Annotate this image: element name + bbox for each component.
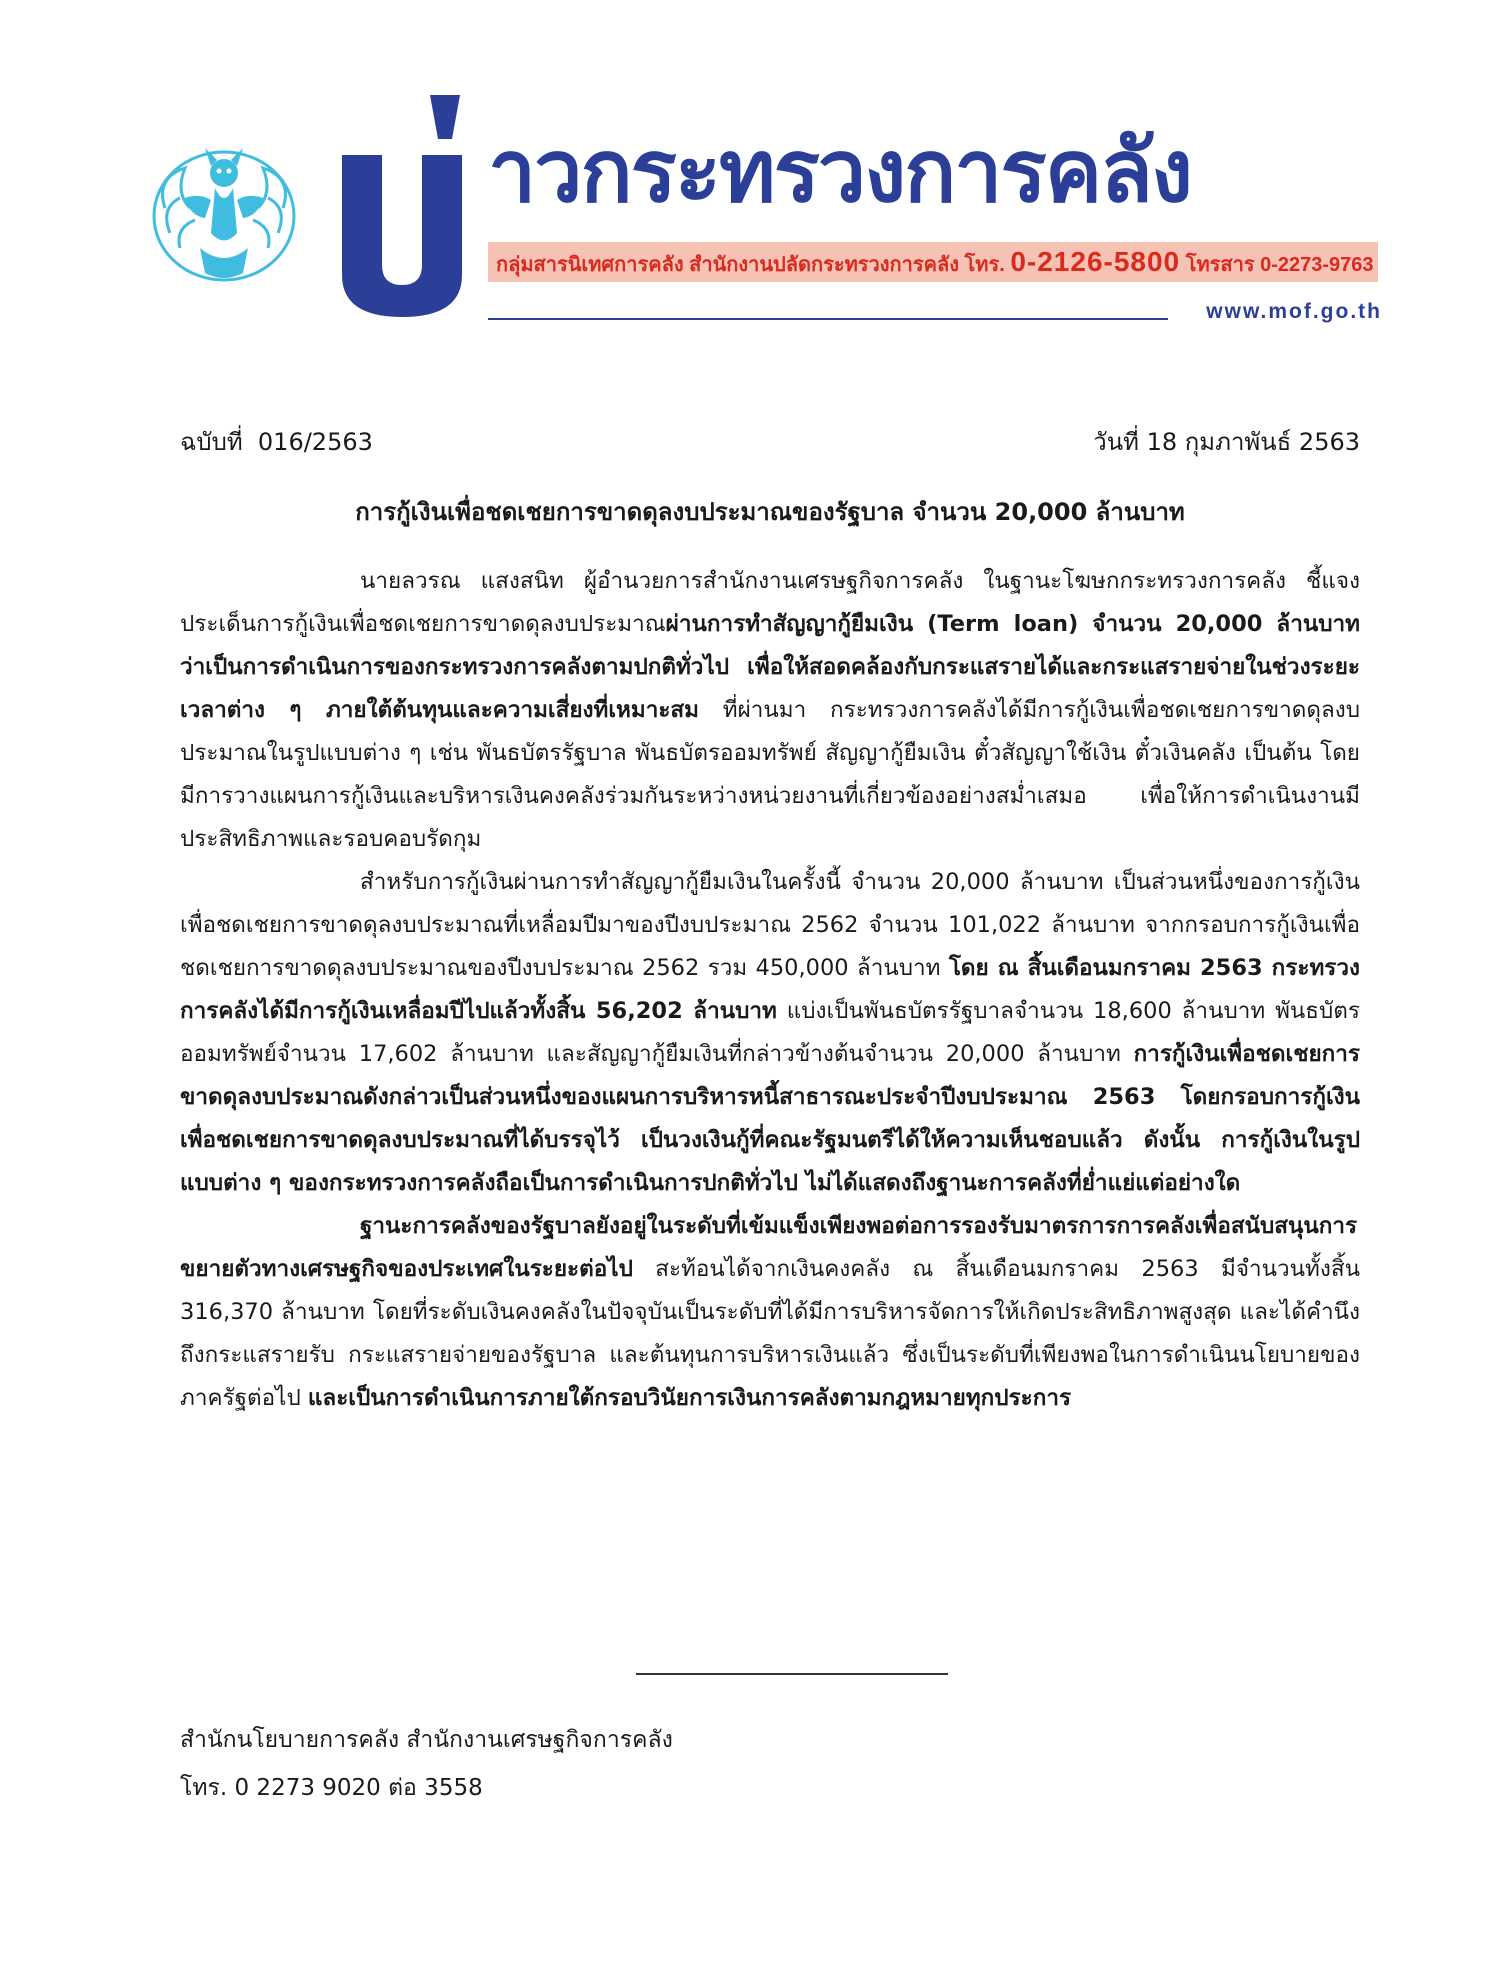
paragraph-3-text-b: สะท้อนได้จากเงินคงคลัง ณ สิ้นเดือนมกราคม 2563 มีจำนวนทั้งสิ้น 316,370 ล้านบาท โดยที่ระดับเงินคงคลังในปัจจุบันเป็นระดับที่ได้มีการบริหารจัดการให้เกิดประสิทธิภาพสูงสุด และได้คำนึงถึงกระแสรายรับ กระแสรายจ่ายของรัฐบาล และต้นทุนการบริหารเงินแล้ว ซึ่งเป็นระดับที่เพียงพอในการดำเนินนโยบายของภาครัฐต่อไป bbox=[180, 1256, 1360, 1411]
paragraph-1-text-a: นายลวรณ แสงสนิท ผู้อำนวยการสำนักงานเศรษฐกิจการคลัง ในฐานะโฆษกกระทรวงการคลัง ชี้แจงประเด็นการกู้เงินเพื่อชดเชยการขาดดุลงบประมาณ bbox=[180, 568, 1360, 637]
paragraph-1-text-c: ที่ผ่านมา กระทรวงการคลังได้มีการกู้เงินเพื่อชดเชยการขาดดุลงบประมาณในรูปแบบต่าง ๆ เช่น พันธบัตรรัฐบาล พันธบัตรออมทรัพย์ สัญญากู้ยืมเงิน ตั๋วสัญญาใช้เงิน ตั๋วเงินคลัง เป็นต้น โดยมีการวางแผนการกู้เงินและบริหารเงินคงคลังร่วมกันระหว่างหน่วยงานที่เกี่ยวข้องอย่างสม่ำเสมอ เพื่อให้การดำเนินงานมีประสิทธิภาพและรอบคอบรัดกุม bbox=[180, 697, 1360, 852]
contact-office: สำนักนโยบายการคลัง สำนักงานเศรษฐกิจการคลัง bbox=[180, 1727, 673, 1753]
paragraph-2-text-c: แบ่งเป็นพันธบัตรรัฐบาลจำนวน 18,600 ล้านบาท พันธบัตรออมทรัพย์จำนวน 17,602 ล้านบาท และสัญญากู้ยืมเงินที่กล่าวข้างต้นจำนวน 20,000 ล้านบาท bbox=[180, 998, 1360, 1067]
issue-number bbox=[180, 422, 373, 462]
masthead-contact-prefix: กลุ่มสารนิเทศการคลัง สำนักงานปลัดกระทรวงการคลัง โทร. bbox=[496, 254, 1005, 276]
paragraph-3-bold-a: ฐานะการคลังของรัฐบาลยังอยู่ในระดับที่เข้มแข็งเพียงพอต่อการรองรับมาตรการการคลังเพื่อสนับสนุนการขยายตัวทางเศรษฐกิจของประเทศในระยะต่อไป bbox=[180, 1213, 1358, 1282]
paragraph-2-text-a: สำหรับการกู้เงินผ่านการทำสัญญากู้ยืมเงินในครั้งนี้ จำนวน 20,000 ล้านบาท เป็นส่วนหนึ่งของการกู้เงินเพื่อชดเชยการขาดดุลงบประมาณที่เหลื่อมปีมาของปีงบประมาณ 2562 จำนวน 101,022 ล้านบาท จากกรอบการกู้เงินเพื่อชดเชยการขาดดุลงบประมาณของปีงบประมาณ 2562 รวม 450,000 ล้านบาท bbox=[180, 869, 1360, 981]
issue-label: ฉบับที่ bbox=[180, 428, 243, 456]
press-release-body bbox=[180, 560, 1360, 1420]
letterhead bbox=[0, 0, 1489, 340]
end-divider bbox=[636, 1673, 948, 1675]
paragraph-3 bbox=[180, 1205, 1360, 1420]
masthead-website: www.mof.go.th bbox=[1206, 300, 1382, 323]
issue-date-row bbox=[180, 422, 1360, 462]
masthead-contact-bar bbox=[488, 242, 1378, 282]
press-release-headline: การกู้เงินเพื่อชดเชยการขาดดุลงบประมาณของรัฐบาล จำนวน 20,000 ล้านบาท bbox=[355, 498, 1185, 526]
masthead-phone: 0-2126-5800 bbox=[1010, 246, 1181, 277]
masthead-title: าวกระทรวงการคลัง bbox=[488, 124, 1191, 220]
garuda-emblem-icon bbox=[145, 138, 303, 288]
issue-date: วันที่ 18 กุมภาพันธ์ 2563 bbox=[1093, 428, 1360, 456]
masthead-divider bbox=[488, 318, 1168, 320]
issue-number-value: 016/2563 bbox=[257, 428, 373, 456]
contact-block bbox=[180, 1716, 1080, 1812]
paragraph-3-bold-c: และเป็นการดำเนินการภายใต้กรอบวินัยการเงินการคลังตามกฎหมายทุกประการ bbox=[307, 1385, 1072, 1411]
contact-phone: โทร. 0 2273 9020 ต่อ 3558 bbox=[180, 1775, 483, 1801]
paragraph-2 bbox=[180, 861, 1360, 1205]
masthead-fax: 0-2273-9763 bbox=[1260, 254, 1374, 276]
masthead-fax-label: โทรสาร bbox=[1185, 254, 1255, 276]
paragraph-1 bbox=[180, 560, 1360, 861]
paragraph-2-bold-b: โดย ณ สิ้นเดือนมกราคม 2563 กระทรวงการคลังได้มีการกู้เงินเหลื่อมปีไปแล้วทั้งสิ้น 56,202 ล้านบาท bbox=[180, 955, 1360, 1024]
paragraph-2-bold-d: การกู้เงินเพื่อชดเชยการขาดดุลงบประมาณดังกล่าวเป็นส่วนหนึ่งของแผนการบริหารหนี้สาธารณะประจำปีงบประมาณ 2563 โดยกรอบการกู้เงินเพื่อชดเชยการขาดดุลงบประมาณที่ได้บรรจุไว้ เป็นวงเงินกู้ที่คณะรัฐมนตรีได้ให้ความเห็นชอบแล้ว ดังนั้น การกู้เงินในรูปแบบต่าง ๆ ของกระทรวงการคลังถือเป็นการดำเนินการปกติทั่วไป ไม่ได้แสดงถึงฐานะการคลังที่ย่ำแย่แต่อย่างใด bbox=[180, 1041, 1360, 1196]
masthead-big-letter-icon bbox=[342, 95, 482, 317]
paragraph-1-bold: ผ่านการทำสัญญากู้ยืมเงิน (Term loan) จำนวน 20,000 ล้านบาท ว่าเป็นการดำเนินการของกระทรวงการคลังตามปกติทั่วไป เพื่อให้สอดคล้องกับกระแสรายได้และกระแสรายจ่ายในช่วงระยะเวลาต่าง ๆ ภายใต้ต้นทุนและความเสี่ยงที่เหมาะสม bbox=[180, 611, 1360, 723]
